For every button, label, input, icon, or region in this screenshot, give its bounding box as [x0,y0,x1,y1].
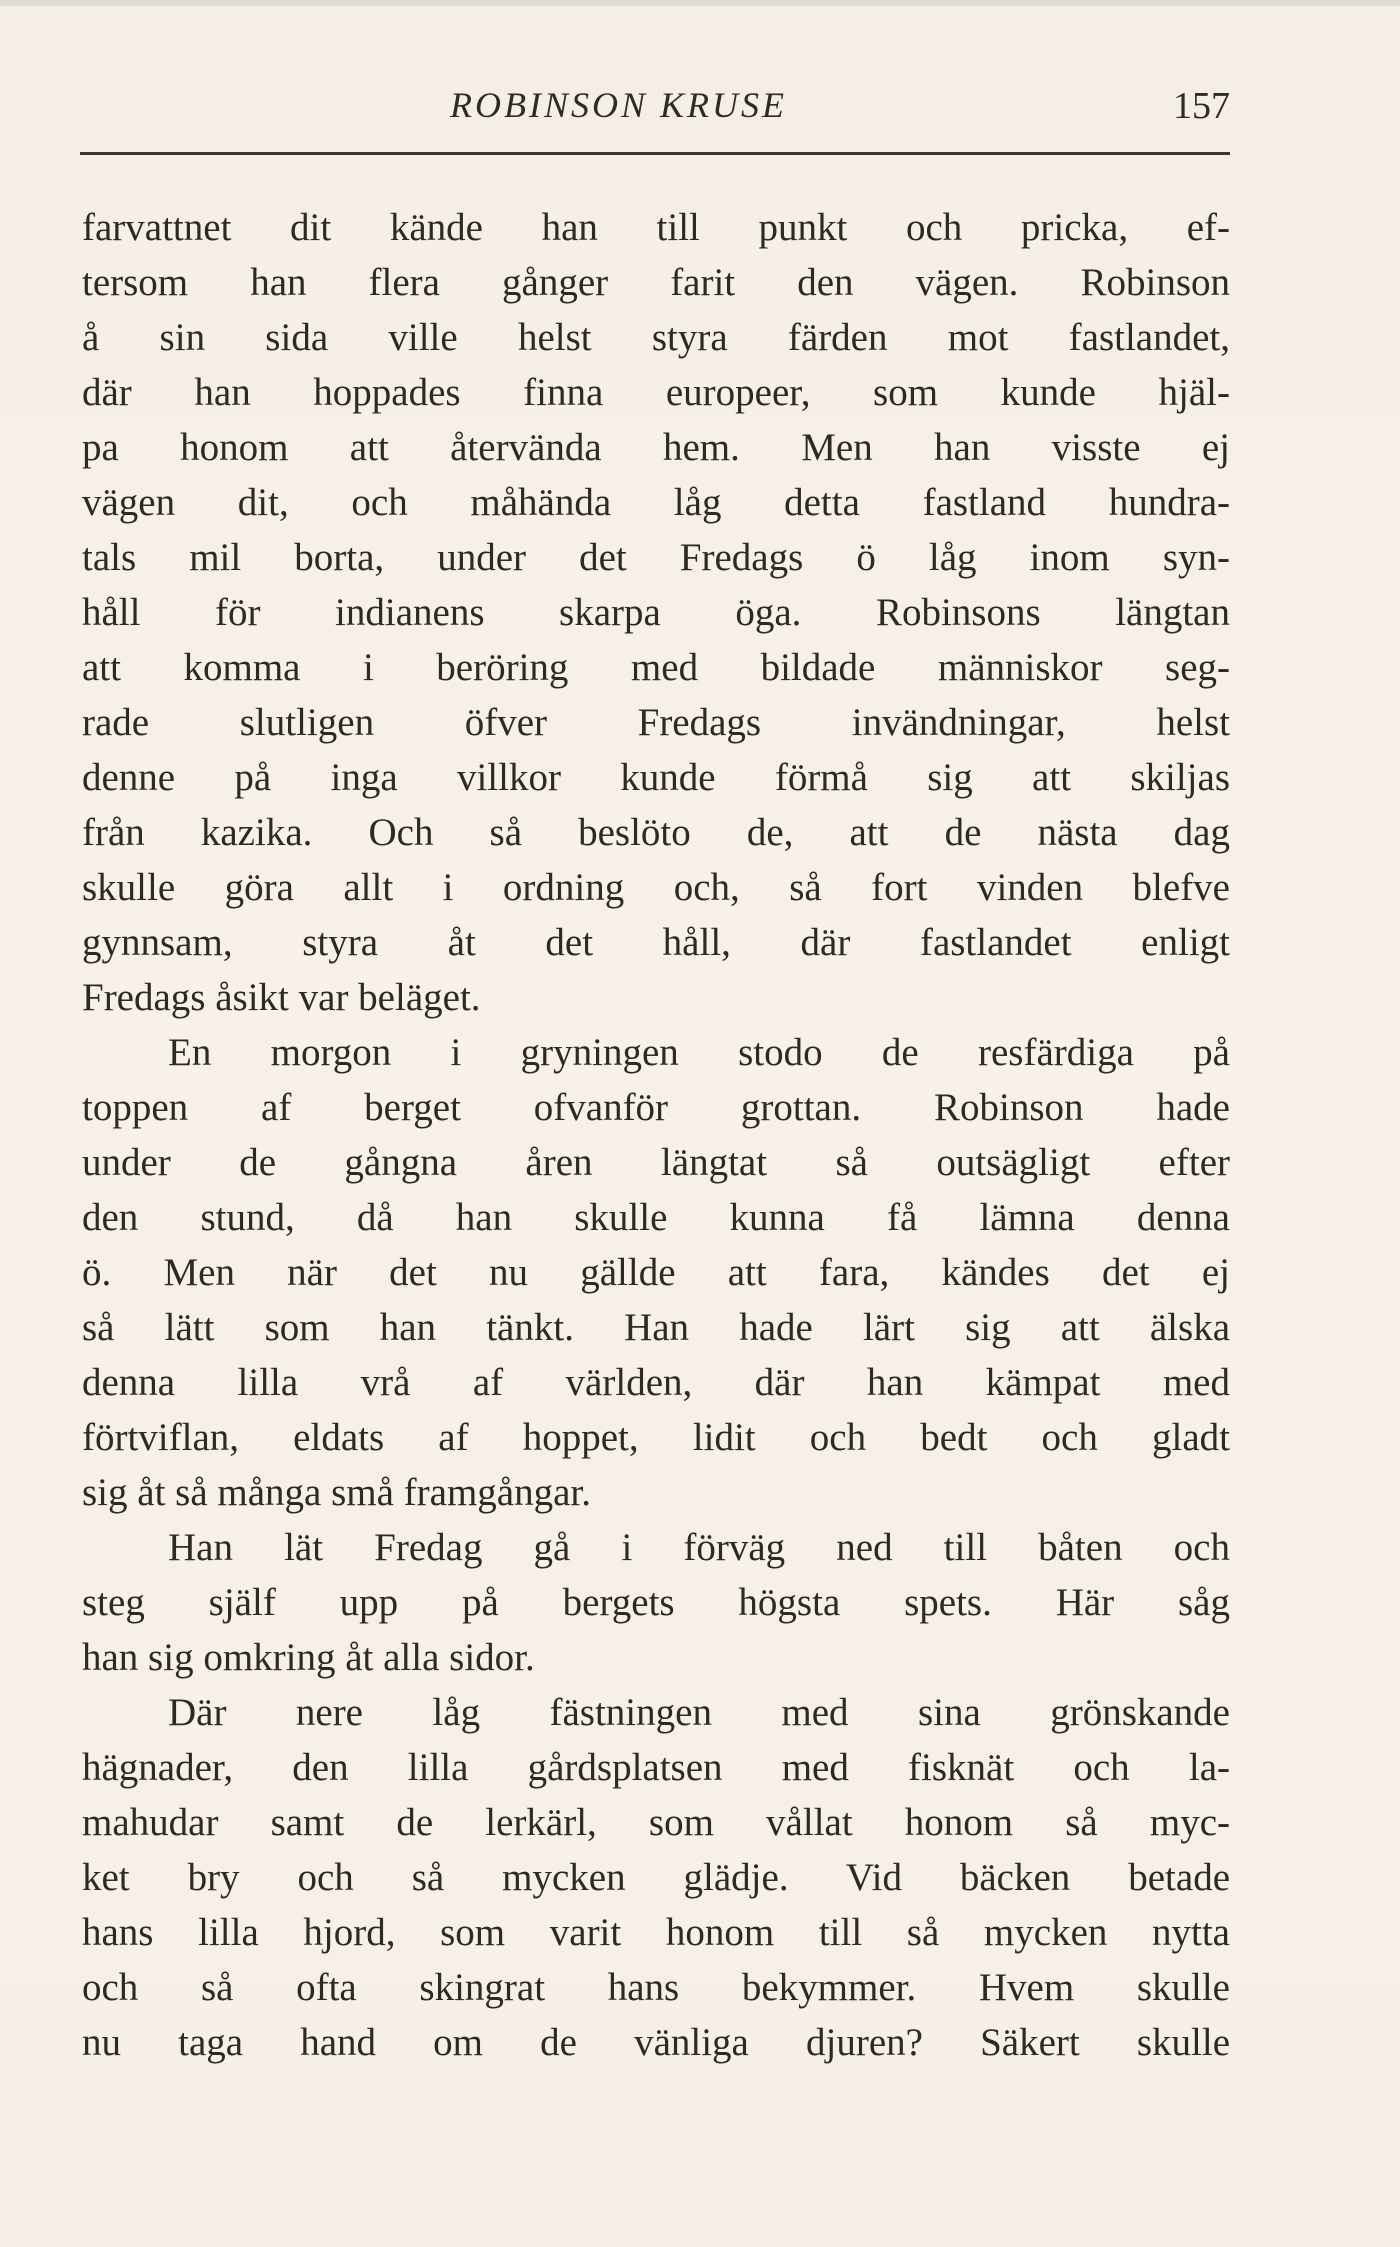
text-line: rade slutligen öfver Fredags invändningar, helst [82,701,1230,744]
text-line: denne på inga villkor kunde förmå sig att skiljas [82,756,1230,799]
text-line: Han lät Fredag gå i förväg ned till båten och [168,1526,1230,1569]
text-line: under de gångna åren längtat så outsägligt efter [82,1141,1230,1184]
text-line: förtviflan, eldats af hoppet, lidit och bedt och gladt [82,1416,1230,1459]
text-line: hans lilla hjord, som varit honom till så mycken nytta [82,1911,1230,1954]
text-line: å sin sida ville helst styra färden mot fastlandet, [82,316,1230,359]
text-line: denna lilla vrå af världen, där han kämpat med [82,1361,1230,1404]
text-line: gynnsam, styra åt det håll, där fastlandet enligt [82,921,1230,964]
text-line: så lätt som han tänkt. Han hade lärt sig att älska [82,1306,1230,1349]
header-rule [80,152,1230,155]
text-line: skulle göra allt i ordning och, så fort vinden blefve [82,866,1230,909]
text-line: nu taga hand om de vänliga djuren? Säkert skulle [82,2021,1230,2064]
text-line: den stund, då han skulle kunna få lämna denna [82,1196,1230,1239]
text-line: toppen af berget ofvanför grottan. Robinson hade [82,1086,1230,1129]
text-line: mahudar samt de lerkärl, som vållat honom så myc- [82,1801,1230,1844]
text-line: håll för indianens skarpa öga. Robinsons längtan [82,591,1230,634]
page-top-edge [0,0,1400,6]
running-title: ROBINSON KRUSE [450,85,787,125]
text-line: ö. Men när det nu gällde att fara, kändes det ej [82,1251,1230,1294]
page-number: 157 [1173,85,1230,127]
text-line: farvattnet dit kände han till punkt och pricka, ef- [82,206,1230,249]
text-line: Där nere låg fästningen med sina grönskande [168,1691,1230,1734]
text-line: hägnader, den lilla gårdsplatsen med fisknät och la- [82,1746,1230,1789]
text-line: pa honom att återvända hem. Men han visste ej [82,426,1230,469]
text-line: vägen dit, och måhända låg detta fastland hundra- [82,481,1230,524]
text-line: ket bry och så mycken glädje. Vid bäcken betade [82,1856,1230,1899]
text-line: En morgon i gryningen stodo de resfärdiga på [168,1031,1230,1074]
text-line: där han hoppades finna europeer, som kunde hjäl- [82,371,1230,414]
text-line: steg själf upp på bergets högsta spets. Här såg [82,1581,1230,1624]
body-text [82,200,1230,2070]
text-line: sig åt så många små framgångar. [82,1471,591,1514]
text-line: Fredags åsikt var beläget. [82,976,481,1019]
running-head [80,84,1230,134]
text-line: han sig omkring åt alla sidor. [82,1636,535,1679]
text-line: tersom han flera gånger farit den vägen. Robinson [82,261,1230,304]
text-line: från kazika. Och så beslöto de, att de nästa dag [82,811,1230,854]
text-line: och så ofta skingrat hans bekymmer. Hvem skulle [82,1966,1230,2009]
text-line: tals mil borta, under det Fredags ö låg inom syn- [82,536,1230,579]
text-line: att komma i beröring med bildade människor seg- [82,646,1230,689]
